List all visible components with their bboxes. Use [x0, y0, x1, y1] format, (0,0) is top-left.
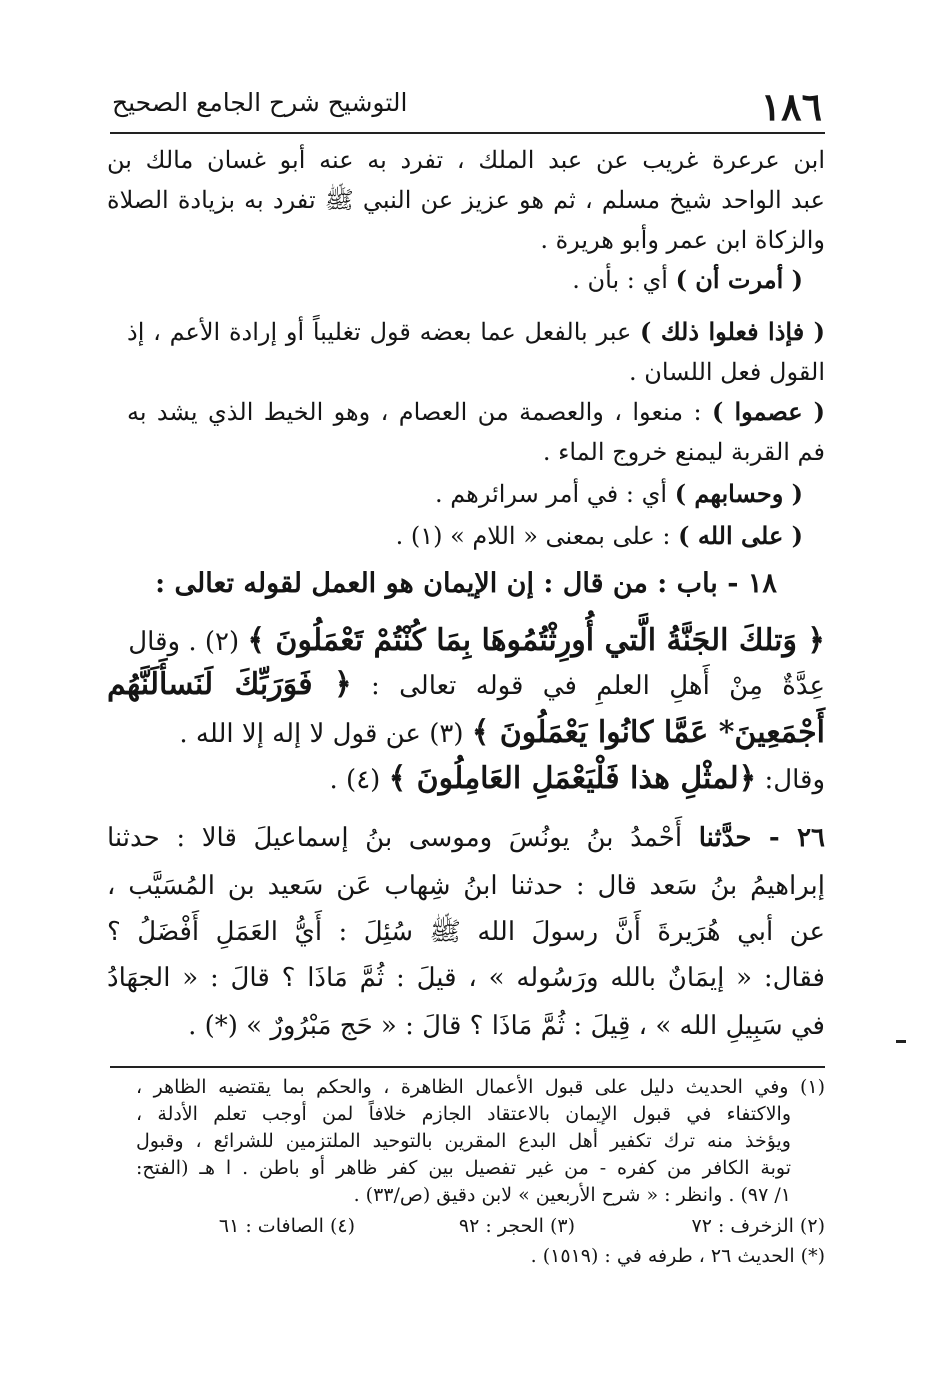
chapter-line-2	[107, 664, 825, 707]
text-faidha: عبر بالفعل عما بعضه قول تغليباً أو إرادة الأعم ، إذ	[127, 318, 632, 346]
hadith-line-1	[107, 818, 825, 858]
hadith-line-3: عن أبي هُرَيرةَ أَنَّ رسولَ الله ﷺ سُئِلَ : أَيُّ العَمَلِ أَفْضَلُ ؟	[107, 917, 825, 947]
chapter-line-4-tail: (٤) .	[329, 765, 381, 795]
page-header	[112, 82, 822, 130]
verse-1-tail: (٢) . وقال	[128, 627, 240, 657]
chapter-line-4-head: وقال:	[764, 765, 825, 795]
verse-2-part-b: أَجْمَعِينَ* عَمَّا كانُوا يَعْمَلُونَ ﴾	[471, 715, 825, 750]
footnote-1-line-4: توبة الكافر من كفره - من غير تفصيل بين كفر ظاهر أو باطن . ا هـ (الفتح:	[136, 1157, 791, 1179]
term-faidha: ( فإذا فعلوا ذلك )	[640, 317, 825, 346]
hadith-line-2: إبراهيمُ بنُ سَعد قال : حدثنا ابنُ شِهاب عَن سَعيد بن المُسَيَّب ،	[107, 871, 825, 901]
page-number: ١٨٦	[760, 84, 822, 129]
chapter-line-1	[107, 620, 825, 663]
chapter-line-2-text: عِدَّةٌ مِنْ أَهلِ العلمِ في قوله تعالى :	[371, 671, 825, 701]
hadith-line-4: فقال: « إيمَانٌ بالله ورَسُوله » ، قيلَ : ثُمَّ مَاذَا ؟ قالَ : « الجهَادُ	[107, 963, 825, 993]
footnote-4: (٤) الصافات : ٦١	[218, 1215, 355, 1237]
verse-1: ﴿ وَتلكَ الجَنَّةُ الَّتي أُورِثْتُمُوهَا بِمَا كُنْتُمْ تَعْمَلُونَ ﴾	[247, 623, 825, 658]
chapter-line-4	[107, 758, 825, 801]
footnote-3: (٣) الحجر : ٩٢	[458, 1215, 575, 1237]
para-alallah	[85, 518, 803, 554]
verse-2-part-a: ﴿ فَوَرَبِّكَ لَنَسأَلَنَّهُم	[107, 667, 352, 702]
chapter-heading: ١٨ - باب : من قال : إن الإيمان هو العمل لقوله تعالى :	[155, 568, 777, 599]
footnote-1-line-5: ١/ ٩٧) . وانظر : « شرح الأربعين » لابن دقيق (ص/٣٣) .	[353, 1184, 791, 1206]
hadith-line-5: في سَبِيلِ الله » ، قِيلَ : ثُمَّ مَاذَا ؟ قالَ : « حَج مَبْرُورٌ » (*) .	[188, 1011, 825, 1041]
term-umirtu: ( أمرت أن )	[675, 265, 803, 294]
hadith-line-1-text: أَحْمدُ بنُ يونُسَ وموسى بنُ إسماعيلَ قالا : حدثنا	[107, 823, 683, 853]
para-hisab	[85, 476, 803, 512]
body-line-2: عبد الواحد شيخ مسلم ، ثم هو عزيز عن النبي ﷺ تفرد به بزيادة الصلاة	[107, 186, 825, 214]
footnote-2: (٢) الزخرف : ٧٢	[691, 1215, 825, 1237]
term-alallah: ( على الله )	[678, 521, 803, 550]
footnote-1-line-3: ويؤخذ منه ترك تكفير أهل البدع المقرين بالتوحيد الملتزمين للشرائع ، وقبول	[136, 1130, 791, 1152]
text-asamu: : منعوا ، والعصمة من العصام ، وهو الخيط الذي يشد به	[127, 398, 702, 426]
running-title: التوشيح شرح الجامع الصحيح	[112, 88, 408, 117]
para-asamu-line2: فم القربة ليمنع خروج الماء .	[542, 438, 825, 466]
footnote-1-line-2: والاكتفاء في قبول الإيمان بالاعتقاد الجازم خلافاً لمن أوجب تعلم الأدلة ،	[136, 1103, 791, 1125]
header-rule	[110, 132, 825, 134]
para-umirtu	[85, 262, 803, 298]
body-line-3: والزكاة ابن عمر وأبو هريرة .	[540, 226, 825, 254]
verse-3: ﴿لمثْلِ هذا فَلْيَعْمَلِ العَامِلُونَ ﴾	[388, 761, 757, 796]
para-asamu	[127, 394, 825, 430]
chapter-line-3-tail: (٣) عن قول لا إله إلا الله .	[179, 719, 464, 749]
term-hisab: ( وحسابهم )	[674, 479, 803, 508]
chapter-line-3	[107, 712, 825, 755]
text-umirtu: أي : بأن .	[572, 266, 668, 294]
term-asamu: ( عصموا )	[712, 397, 825, 426]
text-alallah: : على بمعنى « اللام » (١) .	[395, 522, 671, 550]
hadith-number: ٢٦ - حدَّثنا	[698, 823, 826, 853]
footnote-rule	[110, 1066, 825, 1068]
para-faidha	[127, 314, 825, 350]
text-hisab: أي : في أمر سرائرهم .	[434, 480, 668, 508]
footnote-star: (*) الحديث ٢٦ ، طرفه في : (١٥١٩) .	[530, 1245, 825, 1267]
body-line-1: ابن عرعرة غريب عن عبد الملك ، تفرد به عنه أبو غسان مالك بن	[107, 146, 825, 174]
footnote-1-line-1: (١) وفي الحديث دليل على قبول الأعمال الظاهرة ، والحكم بما يقتضيه الظاهر ،	[136, 1076, 825, 1098]
footnote-refs-row	[136, 1213, 825, 1240]
margin-mark	[896, 1040, 906, 1043]
para-faidha-line2: القول فعل اللسان .	[629, 358, 825, 386]
